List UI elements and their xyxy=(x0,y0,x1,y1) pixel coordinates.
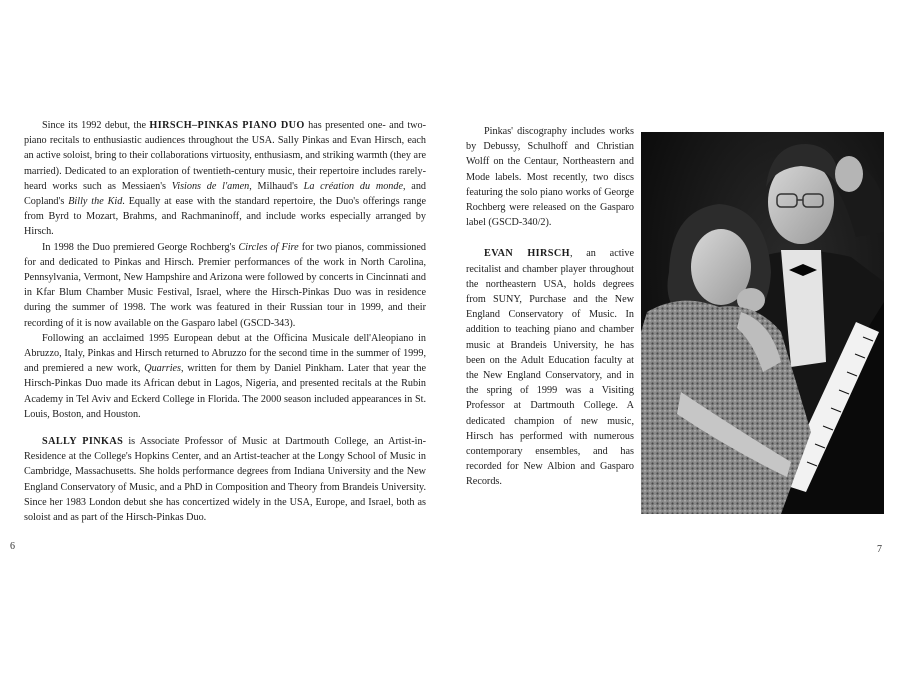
text-run: has presented one- and two-piano recitals to enthusiastic audiences throughout the USA. Sally Pinkas and Evan Hirsch, each an active soloist, bring to their collaborations virtuosity, enthusiasm, and striking warmth (they are married). Dedicated to an exploration of twentieth-century music, their repertoire includes rarely-heard works such as Messiaen's xyxy=(24,120,426,192)
text-run: is Associate Professor of Music at Dartmouth College, an Artist-in-Residence at the College's Hopkins Center, and an Artist-teacher at the Longy School of Music in Cambridge, Massachusetts. She holds performance degrees from Indiana University and the New England Conservatory of Music, and a PhD in Composition and Theory from Brandeis University. Since her 1983 London debut she has concertized widely in the USA, Europe, and Israel, both as soloist and as part of the Hirsch-Pinkas Duo. xyxy=(24,436,426,524)
duo-name: HIRSCH–PINKAS PIANO DUO xyxy=(149,120,305,131)
performer-name: SALLY PINKAS xyxy=(42,436,124,448)
text-run: , Milhaud's xyxy=(249,180,304,192)
page-number-right: 7 xyxy=(877,544,882,555)
text-run: , and Copland's xyxy=(24,180,427,208)
left-page-text xyxy=(24,118,426,525)
page-number-left: 6 xyxy=(10,541,15,552)
european-debut-paragraph xyxy=(24,331,426,422)
evan-hirsch-bio xyxy=(466,246,634,489)
sally-pinkas-bio xyxy=(24,434,426,525)
duo-portrait-photo xyxy=(641,132,884,514)
duo-intro-paragraph xyxy=(24,118,426,240)
text-run: Following an acclaimed 1995 European debut at the Officina Musicale dell'Aleopiano in Abruzzo, Italy, Pinkas and Hirsch returned to Abruzzo for the second time in the summer of 1999, and premiered a new work, xyxy=(24,332,426,375)
work-title: Quarries xyxy=(144,363,182,375)
portrait-illustration xyxy=(641,132,884,514)
rochberg-paragraph xyxy=(24,240,426,331)
work-title: Visions de l'amen xyxy=(171,180,250,192)
text-run: Since its 1992 debut, the xyxy=(42,120,150,131)
text-run: , an active recitalist and chamber player throughout the northeastern USA, holds degrees from SUNY, Purchase and the New England Conservatory of Music. In addition to teaching piano and chamber music at Brandeis University, he has been on the Adult Education faculty at the New England Conservatory, and in the spring of 1999 was a Visiting Professor at Dartmouth College. A dedicated champion of new music, Hirsch has performed with numerous contemporary ensembles, and has recorded for New Albion and Gasparo Records. xyxy=(466,248,634,488)
performer-name: EVAN HIRSCH xyxy=(484,248,570,260)
text-run: , written for them by Daniel Pinkham. Later that year the Hirsch-Pinkas Duo made its African debut in Lagos, Nigeria, and presented recitals at the Rubin Academy in Tel Aviv and Eckerd College in Florida. The 2000 season included appearances in St. Louis, Boston, and Houston. xyxy=(24,363,426,420)
work-title: La création du monde xyxy=(303,180,403,192)
right-page-text xyxy=(466,124,634,490)
work-title: Circles of Fire xyxy=(238,241,299,253)
work-title: Billy the Kid xyxy=(68,196,123,208)
discography-paragraph: Pinkas' discography includes works by Debussy, Schulhoff and Christian Wolff on the Centaur, Northeastern and Mode labels. Most recently, two discs featuring the solo piano works of George Rochberg were released on the Gasparo label (GSCD-340/2). xyxy=(466,126,634,229)
text-run: . Equally at ease with the standard repertoire, the Duo's offerings range from Byrd to Mozart, Brahms, and Rachmaninoff, and include works especially arranged by Hirsch. xyxy=(24,196,427,238)
text-run: In 1998 the Duo premiered George Rochberg's xyxy=(42,241,239,253)
text-run: for two pianos, commissioned for and dedicated to Pinkas and Hirsch. Premier performances of the work in North Carolina, Pennsylvania, Vermont, New Hampshire and Arizona were followed by concerts in Cincinnati and in Kfar Blum Chamber Music Festival, Israel, where the Hirsch-Pinkas Duo was in residence during the summer of 1998. The work was featured in their Russian tour in 1999, and their recording of it is now available on the Gasparo label (GSCD-343). xyxy=(24,241,426,329)
